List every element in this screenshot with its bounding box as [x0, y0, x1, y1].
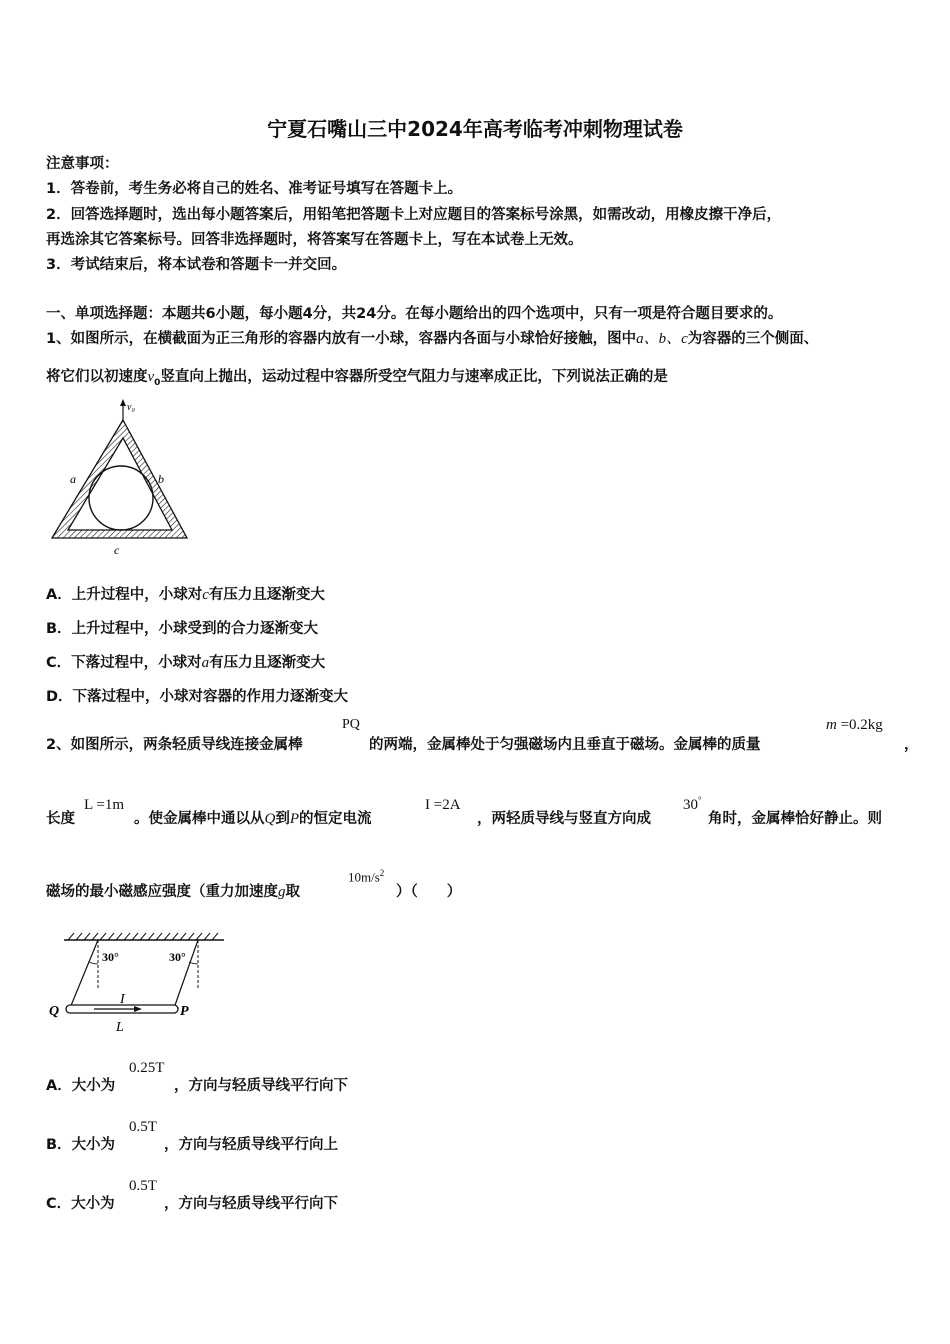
option-text: 大小为 — [71, 1078, 116, 1094]
mass-value: =0.2kg — [836, 717, 883, 733]
side-a-label: a — [70, 472, 76, 486]
section-heading: 一、单项选择题：本题共6小题，每小题4分，共24分。在每小题给出的四个选项中，只有一项是符合题目要求的。 — [46, 306, 783, 322]
option-letter: B． — [46, 621, 72, 637]
degree-sign: ° — [698, 795, 702, 805]
note-item: 2．回答选择题时，选出每小题答案后，用铅笔把答题卡上对应题目的答案标号涂黑，如需改动，用橡皮擦干净后， — [46, 207, 782, 223]
option-letter: A． — [46, 587, 72, 603]
variable: c — [202, 587, 209, 603]
text: 1、如图所示，在横截面为正三角形的容器内放有一小球，容器内各面与小球恰好接触，图中 — [46, 331, 637, 347]
option-text: 有压力且逐渐变大 — [208, 587, 325, 603]
side-c-label: c — [114, 543, 120, 557]
triangle-container-figure — [44, 398, 214, 560]
option-b[interactable] — [46, 617, 318, 638]
angle-math — [683, 795, 702, 814]
variable: P — [289, 811, 300, 827]
option-a-value: 0.25T — [129, 1060, 165, 1076]
option-letter: A． — [46, 1078, 72, 1094]
option-d[interactable] — [46, 685, 348, 706]
text: 到 — [275, 811, 290, 827]
text: 磁场的最小磁感应强度（重力加速度 — [46, 884, 278, 900]
option-letter: C． — [46, 655, 72, 671]
g-value-math — [348, 868, 384, 885]
end-p-label: P — [180, 1004, 189, 1019]
question-2-stem-line2-b — [134, 807, 372, 828]
notes-heading: 注意事项： — [46, 156, 119, 172]
option-c-direction: ，方向与轻质导线平行向下 — [164, 1196, 338, 1212]
option-text: 下落过程中，小球对 — [71, 655, 202, 671]
variable: g — [278, 884, 286, 900]
note-item: 3．考试结束后，将本试卷和答题卡一并交回。 — [46, 257, 347, 273]
question-1-stem-line2 — [46, 365, 668, 388]
angle-value: 30 — [683, 797, 698, 813]
text: 。使金属棒中通以从 — [134, 811, 265, 827]
variable: a — [201, 655, 210, 671]
exponent: 2 — [379, 868, 385, 878]
right-angle-label: 30° — [169, 950, 186, 964]
text: 竖直向上抛出，运动过程中容器所受空气阻力与速率成正比，下列说法正确的是 — [160, 369, 668, 385]
note-item: 再选涂其它答案标号。回答非选择题时，将答案写在答题卡上，写在本试卷上无效。 — [46, 232, 583, 248]
hanging-rod-figure — [46, 930, 231, 1040]
option-text: 下落过程中，小球对容器的作用力逐渐变大 — [72, 689, 349, 705]
question-2-stem-line1-a: 2、如图所示，两条轻质导线连接金属棒 — [46, 737, 303, 753]
option-letter: B． — [46, 1137, 72, 1153]
text: 取 — [285, 884, 300, 900]
option-a[interactable] — [46, 1074, 115, 1095]
ball — [89, 466, 153, 530]
length-label: L — [116, 1020, 124, 1035]
ceiling-hatch — [68, 933, 218, 940]
question-2-stem-line2-c: ，两轻质导线与竖直方向成 — [477, 811, 651, 827]
option-c[interactable] — [46, 1192, 115, 1213]
variable: a、b、c — [636, 331, 688, 347]
question-2-stem-line1-b: 的两端，金属棒处于匀强磁场内且垂直于磁场。金属棒的质量 — [369, 737, 761, 753]
end-q-label: Q — [49, 1004, 60, 1019]
side-b-label: b — [158, 472, 164, 486]
text: 将它们以初速度 — [46, 369, 148, 385]
arrow-head-icon — [120, 399, 126, 406]
variable: Q — [264, 811, 276, 827]
option-text: 上升过程中，小球受到的合力逐渐变大 — [71, 621, 319, 637]
option-text: 大小为 — [71, 1137, 116, 1153]
subscript: 0 — [154, 377, 161, 388]
text: 的恒定电流 — [299, 811, 372, 827]
option-c[interactable] — [46, 651, 325, 672]
current-math: I =2A — [425, 797, 461, 813]
note-item: 1．答卷前，考生务必将自己的姓名、准考证号填写在答题卡上。 — [46, 181, 463, 197]
comma: ， — [904, 737, 919, 753]
question-1-stem-line1 — [46, 327, 818, 348]
page-title: 宁夏石嘴山三中2024年高考临考冲刺物理试卷 — [267, 117, 683, 141]
option-b-value: 0.5T — [129, 1119, 157, 1135]
question-2-stem-line3 — [46, 880, 300, 901]
option-text: 上升过程中，小球对 — [71, 587, 203, 603]
option-c-value: 0.5T — [129, 1178, 157, 1194]
pq-math: PQ — [342, 717, 360, 732]
option-text: 大小为 — [71, 1196, 115, 1212]
option-letter: C． — [46, 1196, 72, 1212]
left-angle-label: 30° — [102, 950, 119, 964]
left-angle-arc — [89, 962, 98, 964]
g-value: 10m/s — [348, 869, 380, 885]
option-letter: D． — [46, 689, 73, 705]
v0-label: v₀ — [127, 402, 135, 413]
mass-math — [826, 717, 883, 734]
variable: v — [147, 369, 155, 385]
left-wire — [70, 940, 98, 1008]
answer-bracket: ）（ ） — [396, 884, 462, 900]
current-label: I — [120, 992, 125, 1007]
option-b-direction: ，方向与轻质导线平行向上 — [164, 1137, 338, 1153]
option-a[interactable] — [46, 583, 325, 604]
option-b[interactable] — [46, 1133, 115, 1154]
option-text: 有压力且逐渐变大 — [209, 655, 326, 671]
m-symbol: m — [826, 717, 837, 733]
text: 为容器的三个侧面、 — [687, 331, 819, 347]
option-a-direction: ，方向与轻质导线平行向下 — [174, 1078, 348, 1094]
question-2-stem-line2-d: 角时，金属棒恰好静止。则 — [708, 811, 882, 827]
question-2-stem-line2-a: 长度 — [46, 811, 75, 827]
length-math: L =1m — [84, 797, 124, 813]
